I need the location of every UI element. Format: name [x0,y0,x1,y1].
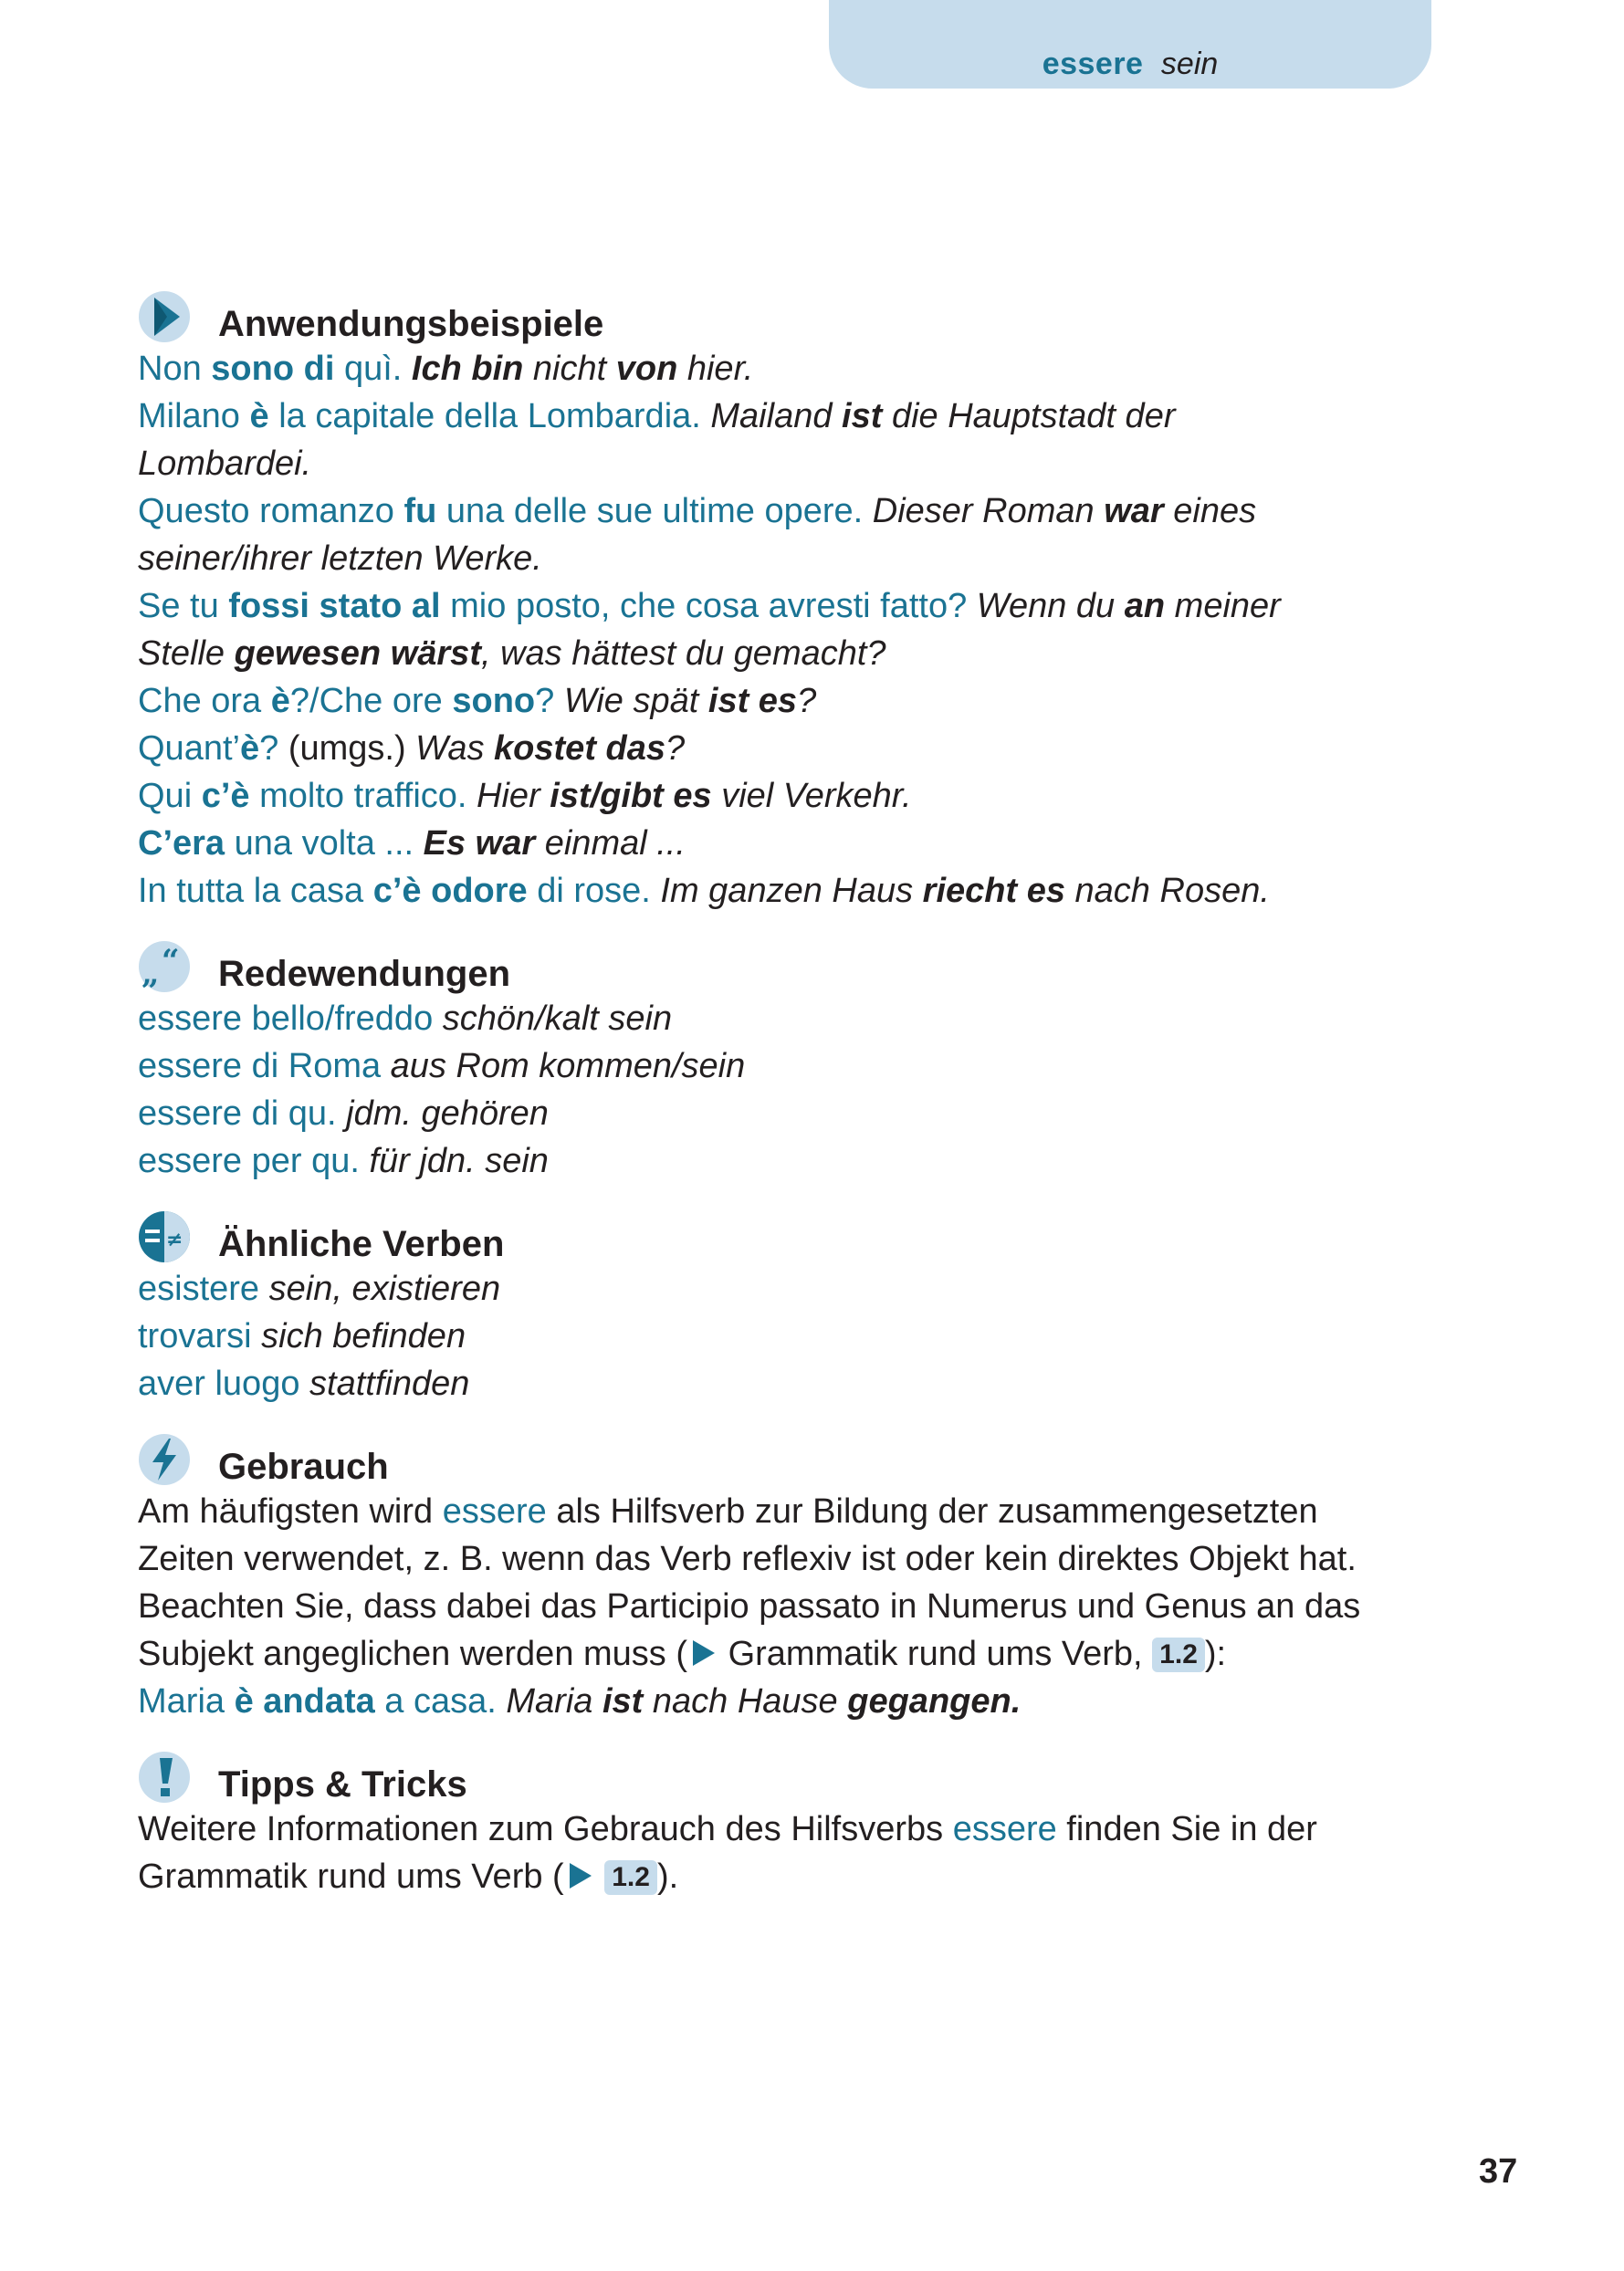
text-line [138,1090,1434,1137]
german-text: stattfinden [309,1365,470,1403]
italian-text: Qui [138,777,202,815]
italian-text: è [270,682,290,720]
german-text: Im ganzen Haus [660,872,923,910]
section-tips-title: Tipps & Tricks [218,1764,467,1805]
italian-text: essere [442,1492,547,1531]
text-line [138,1678,1434,1725]
german-text: Hier [477,777,550,815]
text-line [138,995,1434,1042]
text-line [138,1488,1434,1535]
text-line [138,677,1434,725]
italian-text: c’è [201,777,250,815]
text-line [138,1853,1434,1900]
examples-lines [138,345,1434,915]
header-title [829,46,1431,82]
italian-text: In tutta la casa [138,872,373,910]
german-text: nach Hause [643,1682,848,1721]
body-text: als Hilfsverb zur Bildung der zusammengesetzten [546,1492,1318,1531]
german-text: Maria [506,1682,602,1721]
text-line [138,1535,1434,1583]
text-line [138,440,1434,487]
german-text: war [1104,492,1164,530]
german-text: gegangen. [847,1682,1022,1721]
german-text: Wie spät [563,682,708,720]
german-text: Ich bin [411,350,524,388]
german-text: Es war [423,824,536,863]
text-line [138,535,1434,582]
header-translation: sein [1160,47,1219,81]
italian-text: C’era [138,824,225,863]
body-text: Weitere Informationen zum Gebrauch des Hilfsverbs [138,1810,953,1848]
body-text: finden Sie in der [1056,1810,1317,1848]
german-text: ist [842,397,883,435]
svg-text:≠: ≠ [166,1229,183,1251]
italian-text: è [249,397,269,435]
german-text: Dieser Roman [872,492,1105,530]
section-idioms-title: Redewendungen [218,954,511,994]
german-text: Mailand [710,397,843,435]
text-line [138,1360,1434,1408]
equals-icon [138,1210,191,1263]
german-text: aus Rom kommen/sein [390,1047,746,1085]
italian-text: di rose. [527,872,661,910]
italian-text: essere di qu. [138,1094,347,1133]
german-text: viel Verkehr. [711,777,912,815]
german-text: für jdn. sein [369,1142,549,1180]
italian-text: fossi stato al [228,587,441,625]
german-text: ist [602,1682,644,1721]
german-text: jdm. gehören [346,1094,549,1133]
german-text: schön/kalt sein [442,999,673,1038]
italian-text: Se tu [138,587,229,625]
text-line [138,820,1434,867]
italian-text: essere bello/freddo [138,999,443,1038]
italian-text: aver luogo [138,1365,310,1403]
text-line [138,345,1434,392]
italian-text: ? [535,682,564,720]
body-text: (umgs.) [288,729,416,768]
italian-text: ?/Che ore [289,682,453,720]
cross-reference-arrow-icon [564,1860,595,1891]
quote-icon [138,940,191,993]
exclamation-icon [138,1751,191,1804]
italian-text: Maria [138,1682,235,1721]
text-line [138,1137,1434,1185]
header-verb: essere [1042,47,1144,81]
svg-text:„: „ [141,956,160,992]
italian-text: sono di [211,350,335,388]
german-text: , was hättest du gemacht? [480,634,886,673]
italian-text: trovarsi [138,1317,262,1355]
section-usage [138,1433,1434,1725]
italian-text: la capitale della Lombardia. [268,397,711,435]
usage-lines [138,1488,1434,1725]
text-line [138,582,1434,630]
section-idioms [138,940,1434,1185]
italian-text: quì. [334,350,412,388]
italian-text: Non [138,350,212,388]
german-text: sein, existieren [268,1270,501,1308]
play-icon [138,290,191,343]
german-text: eines [1163,492,1257,530]
grammar-reference-badge[interactable]: 1.2 [604,1860,657,1895]
section-tips [138,1751,1434,1900]
italian-text: Quant’ [138,729,240,768]
page-content [138,290,1434,1900]
italian-text: essere [952,1810,1057,1848]
similar-lines [138,1265,1434,1408]
section-usage-title: Gebrauch [218,1447,389,1487]
svg-text:“: “ [162,943,180,979]
section-examples-title: Anwendungsbeispiele [218,304,604,344]
text-line [138,487,1434,535]
section-similar-title: Ähnliche Verben [218,1224,505,1264]
german-text: an [1124,587,1166,625]
body-text: Subjekt angeglichen werden muss ( [138,1635,688,1673]
text-line [138,1805,1434,1853]
italian-text: essere di Roma [138,1047,391,1085]
section-similar-header [138,1210,1434,1265]
lightning-icon [138,1433,191,1486]
german-text: von [615,350,678,388]
section-idioms-header [138,940,1434,995]
italian-text: fu [403,492,437,530]
section-examples-header [138,290,1434,345]
italian-text: sono [452,682,536,720]
german-text: riecht es [922,872,1065,910]
body-text: Grammatik rund ums Verb, [718,1635,1153,1673]
body-text: Beachten Sie, dass dabei das Participio passato in Numerus und Genus an das [138,1587,1361,1626]
italian-text: a casa. [374,1682,507,1721]
body-text: Zeiten verwendet, z. B. wenn das Verb reflexiv ist oder kein direktes Objekt hat. [138,1540,1357,1578]
german-text: einmal ... [535,824,686,863]
body-text: ): [1204,1635,1227,1673]
german-text: hier. [677,350,754,388]
body-text: Grammatik rund ums Verb ( [138,1858,564,1896]
section-tips-header [138,1751,1434,1805]
german-text: gewesen wärst [234,634,481,673]
section-similar [138,1210,1434,1408]
german-text: sich befinden [261,1317,466,1355]
italian-text: una delle sue ultime opere. [436,492,873,530]
italian-text: Questo romanzo [138,492,404,530]
german-text: Was [415,729,495,768]
body-text [595,1858,605,1896]
german-text: meiner [1165,587,1281,625]
german-text: ? [665,729,686,768]
page-number: 37 [1479,2152,1518,2191]
body-text: ). [656,1858,679,1896]
text-line [138,1313,1434,1360]
section-usage-header [138,1433,1434,1488]
italian-text: essere per qu. [138,1142,370,1180]
text-line [138,867,1434,915]
german-text: Stelle [138,634,235,673]
italian-text: c’è odore [372,872,528,910]
italian-text: esistere [138,1270,269,1308]
german-text: kostet das [494,729,666,768]
tips-lines [138,1805,1434,1900]
text-line [138,1583,1434,1630]
body-text: Am häufigsten wird [138,1492,443,1531]
italian-text: molto traffico. [249,777,477,815]
idioms-lines [138,995,1434,1185]
text-line [138,1042,1434,1090]
grammar-reference-badge[interactable]: 1.2 [1152,1638,1205,1672]
german-text: ist/gibt es [550,777,712,815]
text-line [138,392,1434,440]
italian-text: è andata [234,1682,375,1721]
german-text: seiner/ihrer letzten Werke. [138,539,542,578]
german-text: ist es [707,682,798,720]
german-text: nach Rosen. [1064,872,1270,910]
italian-text: mio posto, che cosa avresti fatto? [440,587,977,625]
text-line [138,772,1434,820]
german-text: Lombardei. [138,445,312,483]
text-line [138,630,1434,677]
german-text: Wenn du [976,587,1125,625]
header-tab [829,0,1431,89]
section-examples [138,290,1434,915]
german-text: die Hauptstadt der [882,397,1176,435]
german-text: ? [797,682,817,720]
italian-text: una volta ... [225,824,424,863]
text-line [138,1265,1434,1313]
text-line [138,1630,1434,1678]
italian-text: è [239,729,260,768]
german-text: nicht [523,350,616,388]
italian-text: ? [259,729,288,768]
text-line [138,725,1434,772]
italian-text: Che ora [138,682,271,720]
cross-reference-arrow-icon [687,1638,718,1669]
italian-text: Milano [138,397,250,435]
